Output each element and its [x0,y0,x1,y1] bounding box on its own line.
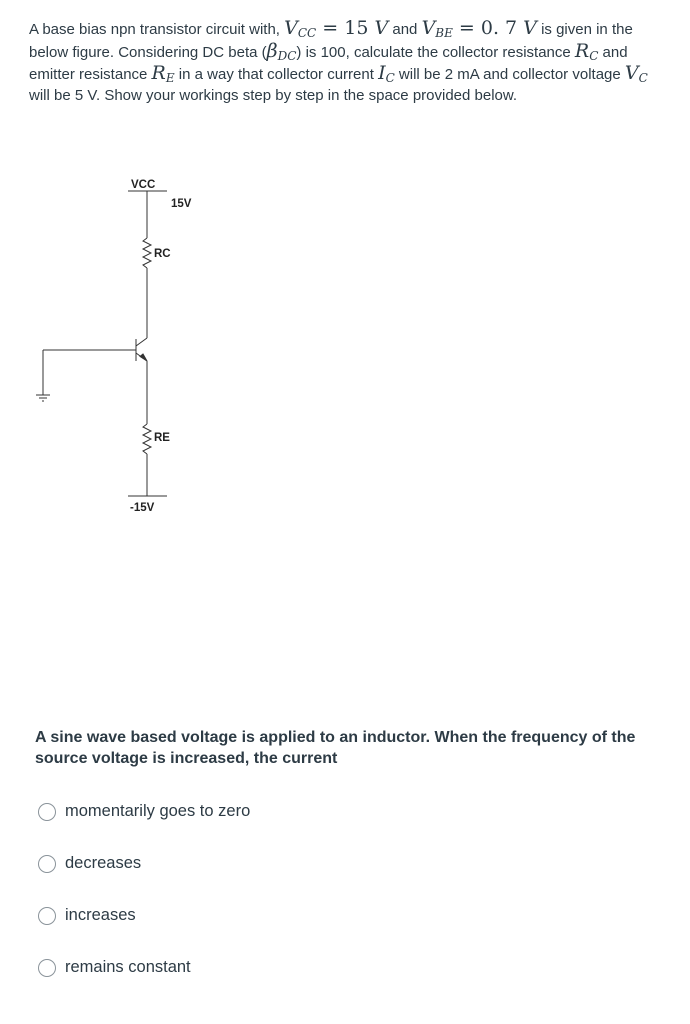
option-label: momentarily goes to zero [65,802,251,820]
vbe-equation: $V_{BE} = 0$. 7 V [421,17,537,40]
rc-label: RC [154,248,171,260]
radio-circle-icon[interactable] [38,855,56,873]
radio-circle-icon[interactable] [38,959,56,977]
option-remains-constant[interactable] [38,958,191,977]
ic-symbol: $I_C$ [378,62,395,85]
emitter-arrow [140,354,147,361]
transistor-circuit-diagram [0,160,240,520]
vee-value-label: -15V [130,502,155,514]
option-label: decreases [65,854,142,872]
re-symbol: $R_E$ [151,62,175,85]
option-decreases[interactable] [38,854,141,873]
vc-symbol: $V_C$ [624,62,648,85]
option-increases[interactable] [38,906,136,925]
collector-lead [136,338,147,346]
vcc-label: VCC [131,179,156,191]
option-momentarily-goes-to-zero[interactable] [38,802,250,821]
vcc-equation: $V_{CC} = 15$ V [284,17,389,40]
radio-circle-icon[interactable] [38,803,56,821]
vcc-value-label: 15V [171,198,192,210]
question-2-prompt: A sine wave based voltage is applied to an inductor. When the frequency of the source voltage is increased, the current [35,729,636,767]
re-label: RE [154,432,170,444]
option-label: increases [65,906,136,924]
rc-resistor [143,238,151,268]
beta-dc-symbol: $\beta_{DC}$ [266,39,297,63]
rc-symbol: $R_C$ [574,39,599,63]
radio-circle-icon[interactable] [38,907,56,925]
option-label: remains constant [65,958,191,976]
question-1-text: A base bias npn transistor circuit with, $V_{CC} = 15$ V and $V_{BE} = 0$. 7 V is given in the below figure. Considering DC beta $(\beta_{DC})$ is 100, calculate the collector resistance $R_C$ and emitter resistance $R_E$ in a way that collector current $I_C$ will be 2 mA and collector voltage $V_C$ will be 5 V. Show your workings step by step in the space provided below. [29,17,648,104]
re-resistor [143,424,151,454]
